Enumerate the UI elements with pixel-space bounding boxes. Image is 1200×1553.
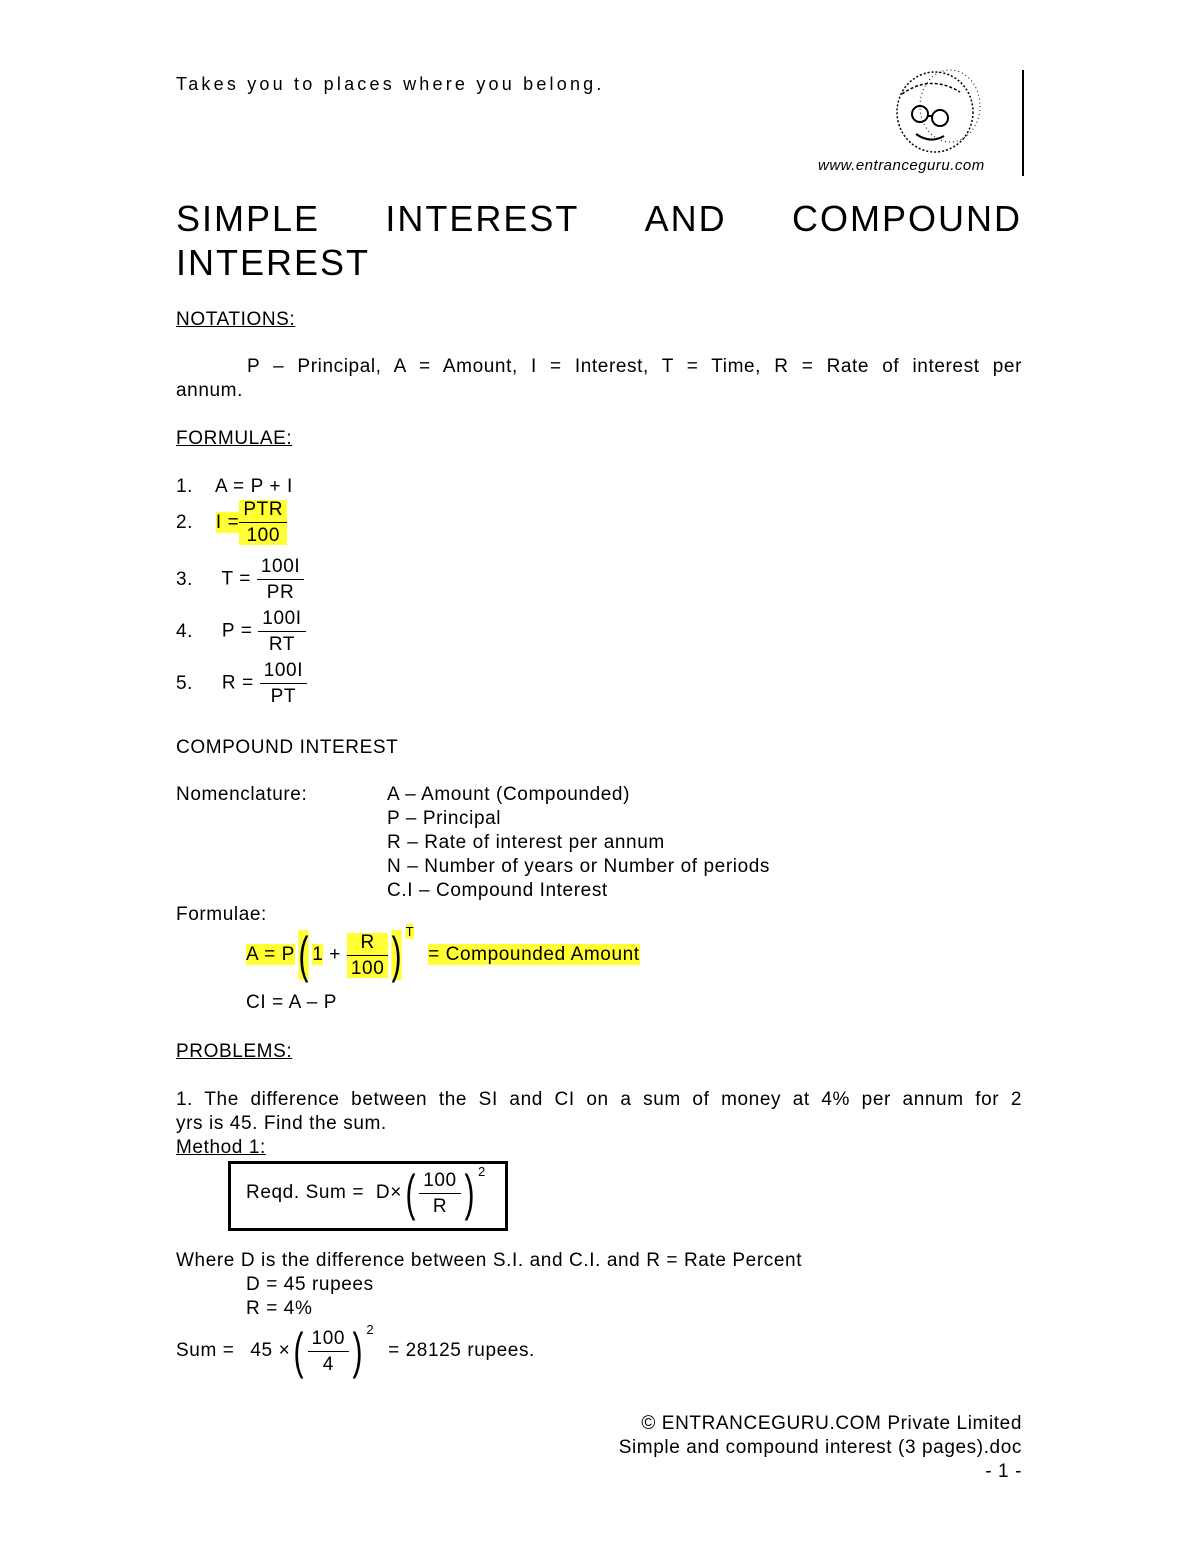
site-url: www.entranceguru.com [818, 157, 985, 174]
formula-fraction [239, 500, 287, 545]
nomenclature-item: A – Amount (Compounded) [387, 784, 630, 805]
formula-5 [176, 661, 307, 706]
fraction-numerator: 100 [308, 1329, 350, 1352]
sum-exponent: 2 [366, 1322, 375, 1337]
formula-number: 4. [176, 620, 194, 642]
sum-formula [176, 1322, 535, 1379]
formula-fraction [257, 557, 304, 602]
where-line: Where D is the difference between S.I. and C.I. and R = Rate Percent [176, 1250, 803, 1271]
d-value: D = 45 rupees [246, 1274, 374, 1295]
nomenclature-label: Nomenclature: [176, 784, 308, 805]
sum-result: = 28125 rupees. [388, 1340, 535, 1361]
box-fraction [419, 1171, 461, 1216]
formula-2 [176, 500, 287, 545]
formula-fraction [260, 661, 307, 706]
footer-page-number: - 1 - [985, 1461, 1022, 1482]
problem-1-line2: yrs is 45. Find the sum. [176, 1113, 387, 1134]
title-word: AND [644, 198, 727, 239]
sum-label: Sum = [176, 1340, 235, 1361]
sum-fraction [308, 1329, 350, 1374]
fraction-denominator: 4 [322, 1353, 334, 1375]
notations-line2: annum. [176, 380, 243, 401]
fraction-denominator: 100 [350, 957, 385, 979]
compound-formula [246, 924, 640, 983]
formula-fraction [258, 609, 305, 654]
formulae-heading: FORMULAE: [176, 428, 293, 449]
formula-number: 2. [176, 511, 194, 533]
nomenclature-item: R – Rate of interest per annum [387, 832, 665, 853]
box-exponent: 2 [478, 1164, 486, 1179]
compound-rhs: = Compounded Amount [428, 944, 640, 965]
fraction-numerator: 100I [260, 661, 307, 684]
page-title [176, 198, 1022, 240]
compound-lhs: A = P [246, 944, 295, 965]
formula-4 [176, 609, 306, 654]
fraction-denominator: 100 [246, 525, 281, 546]
fraction-denominator: RT [268, 634, 296, 655]
fraction-numerator: PTR [239, 500, 287, 523]
close-paren: ) [391, 927, 403, 983]
header-divider [1022, 70, 1024, 176]
compound-plus: + [329, 944, 341, 965]
page-title-line2: INTEREST [176, 242, 371, 283]
notations-heading: NOTATIONS: [176, 309, 296, 330]
fraction-denominator: PT [270, 686, 297, 707]
formula-1 [176, 476, 293, 498]
close-paren: ) [464, 1165, 475, 1221]
open-paren: ( [298, 927, 309, 983]
formula-3 [176, 557, 304, 602]
formula-lhs: I = [215, 511, 240, 533]
box-label: Reqd. Sum = [246, 1182, 365, 1203]
r-value: R = 4% [246, 1298, 313, 1319]
box-formula [246, 1164, 486, 1221]
fraction-denominator: R [432, 1195, 448, 1217]
formula-expression: A = P + I [214, 476, 293, 497]
fraction-numerator: R [347, 933, 389, 956]
compound-heading: COMPOUND INTEREST [176, 737, 399, 758]
sum-base: 45 [250, 1340, 273, 1361]
open-paren: ( [293, 1323, 305, 1379]
close-paren: ) [352, 1323, 363, 1379]
formula-number: 3. [176, 568, 194, 590]
compound-fraction [347, 933, 389, 978]
formula-lhs: P = [221, 620, 253, 642]
title-word: INTEREST [385, 198, 580, 239]
box-d: D [375, 1182, 391, 1203]
box-times: × [390, 1182, 402, 1203]
formula-lhs: R = [221, 672, 254, 694]
tagline: Takes you to places where you belong. [176, 74, 605, 94]
title-word: SIMPLE [176, 198, 321, 239]
ci-formula: CI = A – P [246, 992, 338, 1013]
logo-face-icon [880, 66, 990, 158]
fraction-numerator: 100I [258, 609, 305, 632]
fraction-numerator: 100 [419, 1171, 461, 1194]
notations-line1: P – Principal, A = Amount, I = Interest, T = Time, R = Rate of interest per [247, 356, 1022, 377]
formulae-label: Formulae: [176, 904, 267, 925]
nomenclature-item: C.I – Compound Interest [387, 880, 608, 901]
formula-number: 5. [176, 672, 194, 694]
nomenclature-item: P – Principal [387, 808, 502, 829]
problem-1-line1: 1. The difference between the SI and CI on a sum of money at 4% per annum for 2 [176, 1089, 1022, 1110]
problems-heading: PROBLEMS: [176, 1041, 293, 1062]
sum-times: × [278, 1340, 291, 1361]
footer-copyright: © ENTRANCEGURU.COM Private Limited [641, 1413, 1022, 1434]
formula-number: 1. [176, 476, 194, 497]
open-paren: ( [405, 1165, 416, 1221]
method-heading: Method 1: [176, 1137, 266, 1158]
fraction-denominator: PR [266, 582, 295, 603]
compound-exponent: T [405, 924, 415, 939]
nomenclature-item: N – Number of years or Number of periods [387, 856, 771, 877]
fraction-numerator: 100I [257, 557, 304, 580]
formula-lhs: T = [221, 568, 251, 590]
title-word: COMPOUND [791, 198, 1022, 239]
footer-filename: Simple and compound interest (3 pages).doc [618, 1437, 1022, 1458]
compound-one: 1 [312, 944, 324, 965]
